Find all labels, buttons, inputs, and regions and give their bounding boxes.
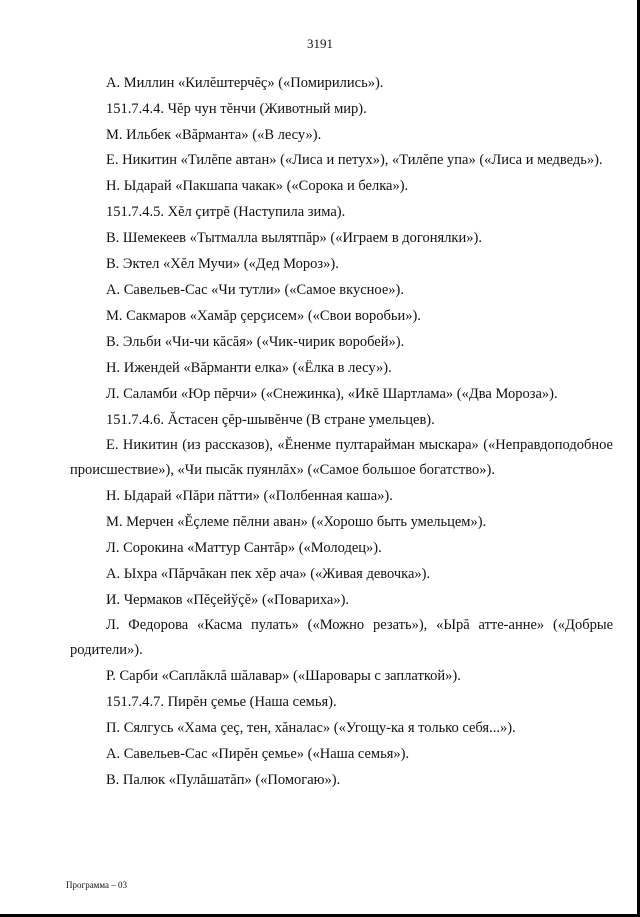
paragraph: Н. Ыдарай «Пакшапа чакак» («Сорока и белка»). (106, 178, 409, 194)
paragraph: Л. Саламби «Юр пĕрчи» («Снежинка), «Икĕ Шартлама» («Два Мороза»). (106, 386, 558, 402)
paragraph: В. Палюк «Пулăшатăп» («Помогаю»). (106, 772, 341, 788)
section-heading: 151.7.4.7. Пирĕн çемье (Наша семья). (106, 694, 337, 710)
section-heading: 151.7.4.4. Чĕр чун тĕнчи (Животный мир). (106, 101, 367, 117)
paragraph: Н. Ижендей «Вăрманти елка» («Ёлка в лесу»). (106, 360, 392, 376)
footer-label: Программа – 03 (66, 880, 128, 890)
section-heading: 151.7.4.5. Хĕл çитрĕ (Наступила зима). (106, 204, 346, 220)
paragraph: Е. Никитин «Тилĕпе автан» («Лиса и петух»), «Тилĕпе упа» («Лиса и медведь»). (106, 152, 603, 168)
paragraph: В. Эктел «Хĕл Мучи» («Дед Мороз»). (106, 256, 339, 272)
paragraph: Н. Ыдарай «Пăри пăтти» («Полбенная каша»). (106, 488, 393, 504)
paragraph: М. Ильбек «Вăрманта» («В лесу»). (106, 127, 322, 143)
paragraph: А. Савельев-Сас «Чи тутли» («Самое вкусное»). (106, 282, 405, 298)
paragraph: А. Савельев-Сас «Пирĕн çемье» («Наша семья»). (106, 746, 410, 762)
paragraph: Р. Сарби «Саплăклă шăлавар» («Шаровары с заплаткой»). (106, 668, 461, 684)
paragraph: Е. Никитин (из рассказов), «Ĕненме пултарайман мыскара» («Неправдоподобное происшествие»), «Чи пысăк пуянлăх» («Самое большое богатство»). (70, 437, 613, 478)
paragraph: В. Шемекеев «Тытмалла вылятпăр» («Играем в догонялки»). (106, 230, 482, 246)
section-heading: 151.7.4.6. Ăстасен çĕр-шывĕнче (В стране умельцев). (106, 412, 435, 428)
paragraph: И. Чермаков «Пĕçейўçĕ» («Повариха»). (106, 592, 350, 608)
paragraph: М. Мерчен «Ĕçлеме пĕлни аван» («Хорошо быть умельцем»). (106, 514, 487, 530)
paragraph: А. Миллин «Килĕштерчĕç» («Помирились»). (106, 75, 384, 91)
page-number: 3191 (307, 36, 333, 51)
paragraph: Л. Сорокина «Маттур Сантăр» («Молодец»). (106, 540, 382, 556)
paragraph: В. Эльби «Чи-чи кăсăя» («Чик-чирик воробей»). (106, 334, 405, 350)
paragraph: М. Сакмаров «Хамăр çерçисем» («Свои воробьи»). (106, 308, 421, 324)
paragraph: Л. Федорова «Касма пулать» («Можно резать»), «Ырă атте-анне» («Добрые родители»). (70, 617, 613, 658)
document-body (70, 70, 613, 793)
paragraph: П. Сялгусь «Хама çеç, тен, хăналас» («Угощу-ка я только себя...»). (106, 720, 516, 736)
paragraph: А. Ыхра «Пăрчăкан пек хĕр ача» («Живая девочка»). (106, 566, 431, 582)
